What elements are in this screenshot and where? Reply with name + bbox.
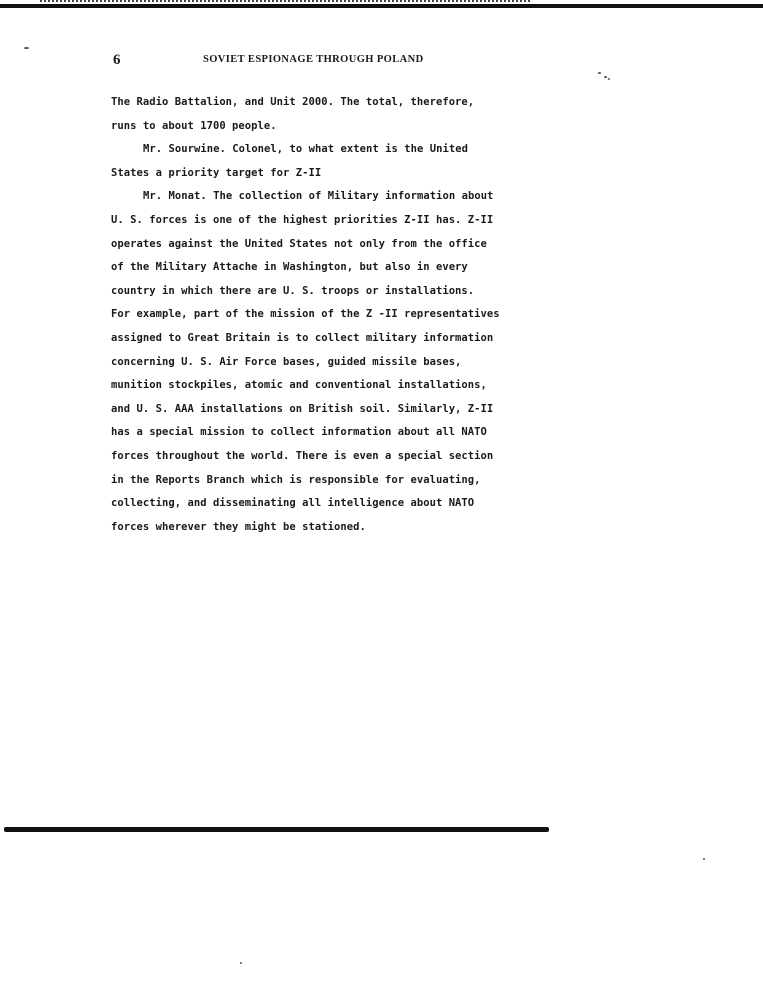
text-line: For example, part of the mission of the Z -II representatives — [111, 308, 500, 321]
top-rule — [0, 4, 763, 8]
text-line: assigned to Great Britain is to collect military information — [111, 331, 494, 344]
text-line: forces wherever they might be stationed. — [111, 520, 366, 533]
text-line: in the Reports Branch which is responsible for evaluating, — [111, 473, 481, 486]
scan-speck — [24, 47, 29, 49]
scan-speck — [598, 72, 601, 74]
text-line: country in which there are U. S. troops or installations. — [111, 284, 475, 297]
text-line: U. S. forces is one of the highest priorities Z-II has. Z-II — [111, 213, 494, 226]
text-line: Mr. Sourwine. Colonel, to what extent is the United — [143, 143, 468, 156]
text-line: Mr. Monat. The collection of Military information about — [143, 190, 494, 203]
text-line: States a priority target for Z-II — [111, 166, 322, 179]
text-line: The Radio Battalion, and Unit 2000. The total, therefore, — [111, 96, 475, 108]
page-header — [113, 52, 533, 70]
text-line: munition stockpiles, atomic and conventional installations, — [111, 379, 487, 392]
text-line: operates against the United States not only from the office — [111, 237, 487, 250]
text-line: has a special mission to collect information about all NATO — [111, 426, 487, 439]
scan-speck — [703, 858, 705, 860]
bottom-rule — [4, 827, 549, 832]
scan-speck — [240, 962, 242, 964]
text-line: forces throughout the world. There is even a special section — [111, 449, 494, 462]
text-line: and U. S. AAA installations on British soil. Similarly, Z-II — [111, 402, 494, 415]
page-number: 6 — [113, 52, 121, 68]
scan-speck — [608, 78, 610, 80]
text-line: runs to about 1700 people. — [111, 119, 277, 132]
running-head: SOVIET ESPIONAGE THROUGH POLAND — [203, 54, 424, 65]
scan-speck — [604, 76, 607, 78]
text-line: collecting, and disseminating all intelligence about NATO — [111, 497, 475, 510]
body-text — [111, 91, 511, 539]
text-line: of the Military Attache in Washington, but also in every — [111, 261, 468, 274]
text-line: concerning U. S. Air Force bases, guided missile bases, — [111, 355, 462, 368]
